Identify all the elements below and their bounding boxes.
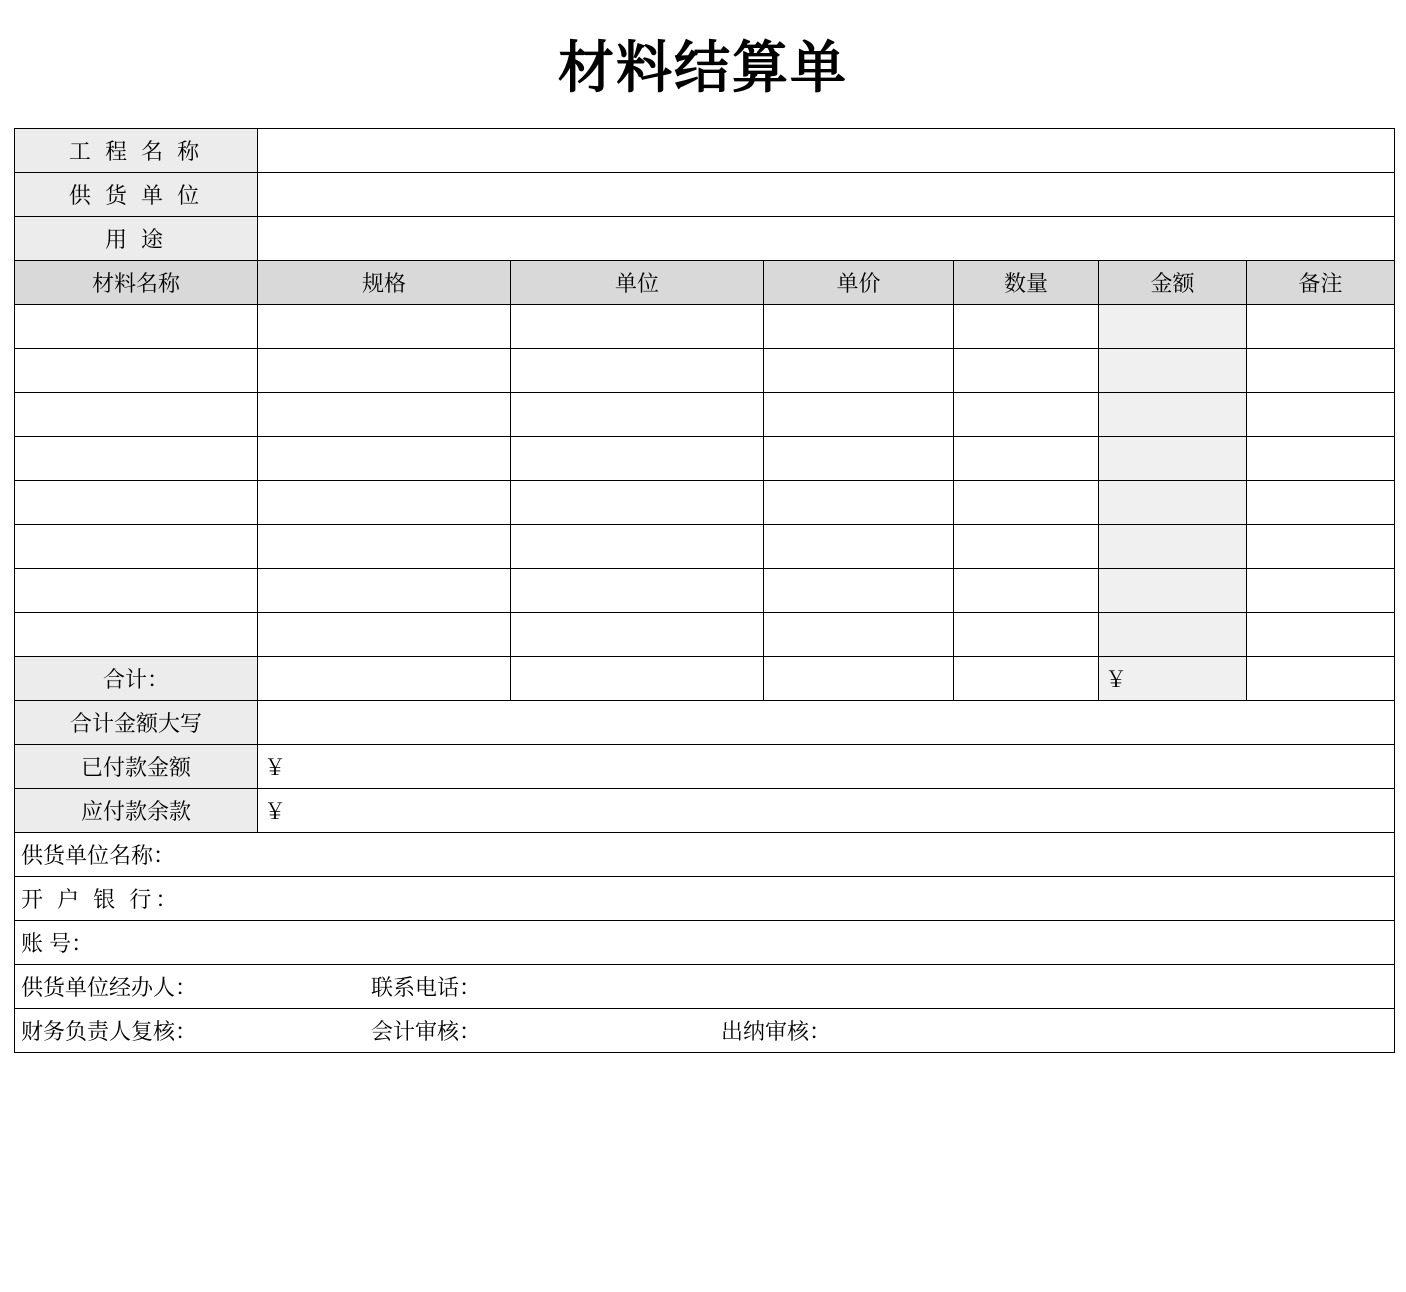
cell-unit-price[interactable]: [764, 349, 954, 393]
supplier-name-field[interactable]: [15, 833, 1395, 877]
supplier-unit-label: 供 货 单 位: [15, 173, 258, 217]
cell-unit-price[interactable]: [764, 525, 954, 569]
handler-contact-field[interactable]: [15, 965, 1395, 1009]
cell-unit[interactable]: [511, 613, 764, 657]
bank-row: [15, 877, 1395, 921]
balance-due-row: [15, 789, 1395, 833]
cell-unit[interactable]: [511, 525, 764, 569]
cell-unit[interactable]: [511, 437, 764, 481]
title-bar: [0, 0, 1406, 128]
cell-material-name[interactable]: [15, 525, 258, 569]
cell-quantity[interactable]: [954, 305, 1099, 349]
cell-material-name[interactable]: [15, 613, 258, 657]
column-header-unit: 单位: [511, 261, 764, 305]
cell-remark[interactable]: [1247, 349, 1395, 393]
table-row: [15, 393, 1395, 437]
project-name-label: 工 程 名 称: [15, 129, 258, 173]
handler-row: [15, 965, 1395, 1009]
cell-amount[interactable]: [1099, 613, 1247, 657]
table-row: [15, 481, 1395, 525]
total-in-words-label: 合计金额大写: [15, 701, 258, 745]
total-amount-value[interactable]: ￥: [1099, 657, 1247, 701]
cell-remark[interactable]: [1247, 393, 1395, 437]
cashier-review-label: 出纳审核：: [721, 1019, 832, 1044]
table-row: [15, 437, 1395, 481]
table-row: [15, 569, 1395, 613]
cell-material-name[interactable]: [15, 305, 258, 349]
bank-label: 开 户 银 行：: [21, 887, 182, 912]
phone-label: 联系电话：: [371, 975, 482, 1000]
main-form-table: [14, 128, 1395, 1053]
cell-amount[interactable]: [1099, 569, 1247, 613]
table-row: [15, 613, 1395, 657]
cell-spec[interactable]: [258, 393, 511, 437]
paid-amount-input[interactable]: ￥: [258, 745, 1395, 789]
cell-remark[interactable]: [1247, 305, 1395, 349]
page-title: 材料结算单: [558, 36, 848, 99]
project-name-row: [15, 129, 1395, 173]
cell-remark[interactable]: [1247, 437, 1395, 481]
account-field[interactable]: [15, 921, 1395, 965]
cell-amount[interactable]: [1099, 305, 1247, 349]
cell-amount[interactable]: [1099, 525, 1247, 569]
cell-quantity[interactable]: [954, 613, 1099, 657]
table-header-row: [15, 261, 1395, 305]
handler-label: 供货单位经办人：: [21, 975, 198, 1000]
cell-spec[interactable]: [258, 305, 511, 349]
usage-label: 用 途: [15, 217, 258, 261]
total-row: [15, 657, 1395, 701]
account-row: [15, 921, 1395, 965]
cell-spec[interactable]: [258, 569, 511, 613]
column-header-amount: 金额: [1099, 261, 1247, 305]
table-row: [15, 525, 1395, 569]
cell-unit-price[interactable]: [764, 613, 954, 657]
cell-remark[interactable]: [1247, 481, 1395, 525]
total-in-words-row: [15, 701, 1395, 745]
supplier-unit-input[interactable]: [258, 173, 1395, 217]
paid-amount-row: [15, 745, 1395, 789]
account-label: 账 号：: [21, 931, 94, 956]
cell-unit[interactable]: [511, 349, 764, 393]
column-header-quantity: 数量: [954, 261, 1099, 305]
cell-remark[interactable]: [1247, 569, 1395, 613]
column-header-spec: 规格: [258, 261, 511, 305]
approval-field[interactable]: [15, 1009, 1395, 1053]
cell-unit[interactable]: [511, 569, 764, 613]
cell-unit-price[interactable]: [764, 569, 954, 613]
cell-unit-price[interactable]: [764, 393, 954, 437]
supplier-name-label: 供货单位名称：: [21, 843, 176, 868]
column-header-remark: 备注: [1247, 261, 1395, 305]
bank-field[interactable]: [15, 877, 1395, 921]
cell-unit-price[interactable]: [764, 437, 954, 481]
cell-unit-price[interactable]: [764, 305, 954, 349]
cell-spec[interactable]: [258, 481, 511, 525]
cell-remark[interactable]: [1247, 525, 1395, 569]
cell-material-name[interactable]: [15, 569, 258, 613]
cell-quantity[interactable]: [954, 525, 1099, 569]
total-quantity-cell: [954, 657, 1099, 701]
column-header-unit-price: 单价: [764, 261, 954, 305]
finance-review-label: 财务负责人复核：: [21, 1019, 198, 1044]
cell-quantity[interactable]: [954, 481, 1099, 525]
cell-material-name[interactable]: [15, 349, 258, 393]
cell-quantity[interactable]: [954, 349, 1099, 393]
total-unit-cell: [511, 657, 764, 701]
table-row: [15, 305, 1395, 349]
total-remark-cell[interactable]: [1247, 657, 1395, 701]
supplier-name-row: [15, 833, 1395, 877]
cell-quantity[interactable]: [954, 393, 1099, 437]
cell-spec[interactable]: [258, 437, 511, 481]
cell-unit[interactable]: [511, 393, 764, 437]
accountant-review-label: 会计审核：: [371, 1019, 482, 1044]
project-name-input[interactable]: [258, 129, 1395, 173]
column-header-material-name: 材料名称: [15, 261, 258, 305]
table-row: [15, 349, 1395, 393]
cell-material-name[interactable]: [15, 437, 258, 481]
total-spec-cell: [258, 657, 511, 701]
cell-spec[interactable]: [258, 525, 511, 569]
usage-row: [15, 217, 1395, 261]
cell-unit[interactable]: [511, 305, 764, 349]
cell-material-name[interactable]: [15, 481, 258, 525]
cell-unit-price[interactable]: [764, 481, 954, 525]
total-unit-price-cell: [764, 657, 954, 701]
balance-due-input[interactable]: ￥: [258, 789, 1395, 833]
cell-amount[interactable]: [1099, 349, 1247, 393]
cell-amount[interactable]: [1099, 393, 1247, 437]
cell-unit[interactable]: [511, 481, 764, 525]
total-label: 合计：: [15, 657, 258, 701]
usage-input[interactable]: [258, 217, 1395, 261]
cell-quantity[interactable]: [954, 437, 1099, 481]
supplier-unit-row: [15, 173, 1395, 217]
cell-amount[interactable]: [1099, 437, 1247, 481]
cell-remark[interactable]: [1247, 613, 1395, 657]
paid-amount-label: 已付款金额: [15, 745, 258, 789]
cell-material-name[interactable]: [15, 393, 258, 437]
approval-row: [15, 1009, 1395, 1053]
cell-spec[interactable]: [258, 349, 511, 393]
balance-due-label: 应付款余款: [15, 789, 258, 833]
cell-quantity[interactable]: [954, 569, 1099, 613]
cell-spec[interactable]: [258, 613, 511, 657]
cell-amount[interactable]: [1099, 481, 1247, 525]
total-in-words-input[interactable]: [258, 701, 1395, 745]
